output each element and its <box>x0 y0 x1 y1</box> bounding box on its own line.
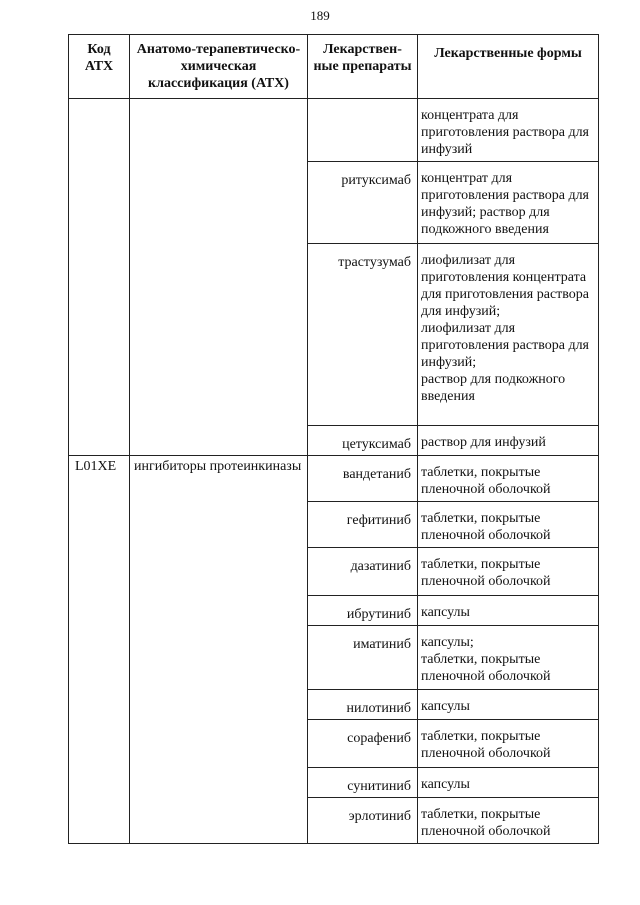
form-cell: раствор для инфузий <box>418 426 599 456</box>
header-code: Код АТХ <box>69 35 130 99</box>
form-cell: капсулы; таблетки, покрытые пленочной оболочкой <box>418 626 599 690</box>
classification-cell: ингибиторы протеинкиназы <box>130 456 308 844</box>
drug-cell: ритуксимаб <box>308 162 418 244</box>
drug-cell: иматиниб <box>308 626 418 690</box>
header-drugs: Лекарствен-ные препараты <box>308 35 418 99</box>
form-cell: таблетки, покрытые пленочной оболочкой <box>418 502 599 548</box>
drug-cell: ибрутиниб <box>308 596 418 626</box>
drug-cell: сорафениб <box>308 720 418 768</box>
form-cell: концентрата для приготовления раствора для инфузий <box>418 99 599 162</box>
form-cell: концентрат для приготовления раствора для инфузий; раствор для подкожного введения <box>418 162 599 244</box>
form-cell: таблетки, покрытые пленочной оболочкой <box>418 798 599 844</box>
form-cell: капсулы <box>418 690 599 720</box>
atc-code-cell: L01XE <box>69 456 130 844</box>
form-cell: таблетки, покрытые пленочной оболочкой <box>418 720 599 768</box>
drug-cell: цетуксимаб <box>308 426 418 456</box>
header-forms: Лекарственные формы <box>418 35 599 99</box>
drug-cell: нилотиниб <box>308 690 418 720</box>
form-cell: капсулы <box>418 768 599 798</box>
drug-cell: вандетаниб <box>308 456 418 502</box>
form-cell: таблетки, покрытые пленочной оболочкой <box>418 456 599 502</box>
form-cell: лиофилизат для приготовления концентрата для приготовления раствора для инфузий; лиофилизат для приготовления раствора для инфузий; раствор для подкожного введения <box>418 244 599 426</box>
form-cell: таблетки, покрытые пленочной оболочкой <box>418 548 599 596</box>
drug-cell <box>308 99 418 162</box>
header-classification: Анатомо-терапевтическо-химическая классификация (АТХ) <box>130 35 308 99</box>
drug-cell: трастузумаб <box>308 244 418 426</box>
form-cell: капсулы <box>418 596 599 626</box>
drug-cell: гефитиниб <box>308 502 418 548</box>
atc-drug-table <box>68 34 599 844</box>
drug-cell: сунитиниб <box>308 768 418 798</box>
atc-code-cell <box>69 99 130 456</box>
table-header-row <box>69 35 599 99</box>
drug-cell: дазатиниб <box>308 548 418 596</box>
table-row <box>69 99 599 162</box>
table-row <box>69 456 599 502</box>
drug-cell: эрлотиниб <box>308 798 418 844</box>
page-number: 189 <box>310 8 330 23</box>
classification-cell <box>130 99 308 456</box>
